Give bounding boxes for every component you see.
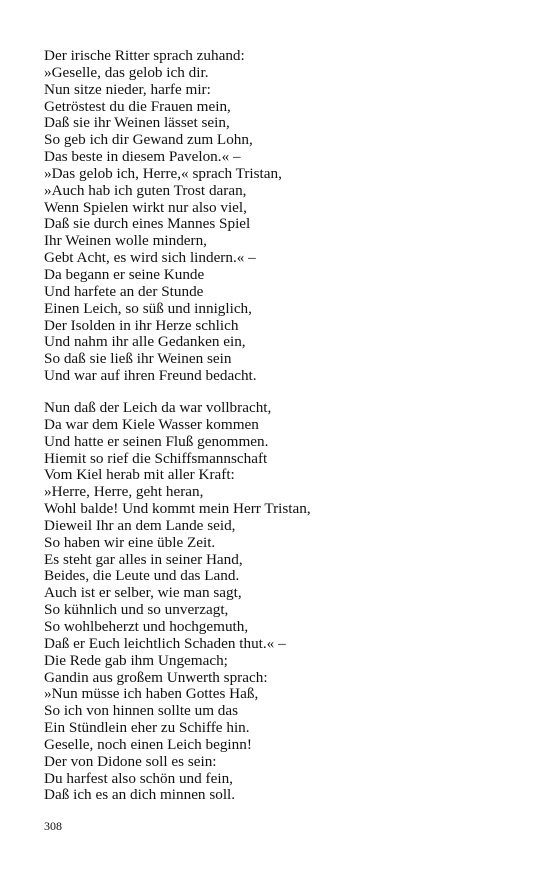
verse-line: So haben wir eine üble Zeit. — [44, 533, 216, 551]
verse-line: Da war dem Kiele Wasser kommen — [44, 415, 259, 433]
verse-line: »Herre, Herre, geht heran, — [44, 483, 204, 501]
verse-line: Daß ich es an dich minnen soll. — [44, 786, 236, 804]
verse-line: So geb ich dir Gewand zum Lohn, — [44, 131, 253, 149]
verse-line: Und hatte er seinen Fluß genommen. — [44, 432, 269, 450]
verse-line: Und war auf ihren Freund bedacht. — [44, 367, 257, 385]
stanza-1 — [44, 48, 524, 385]
verse-line: Beides, die Leute und das Land. — [44, 567, 240, 585]
verse-line: Einen Leich, so süß und inniglich, — [44, 299, 252, 317]
stanza-2 — [44, 400, 524, 804]
verse-line: Der Isolden in ihr Herze schlich — [44, 316, 239, 334]
verse-line: Daß sie ihr Weinen lässet sein, — [44, 114, 230, 132]
verse-line: Du harfest also schön und fein, — [44, 769, 233, 787]
verse-line: »Geselle, das gelob ich dir. — [44, 63, 209, 81]
verse-line: Gebt Acht, es wird sich lindern.« – — [44, 249, 256, 267]
verse-line: So daß sie ließ ihr Weinen sein — [44, 350, 232, 368]
verse-line: »Das gelob ich, Herre,« sprach Tristan, — [44, 164, 282, 182]
verse-line: Das beste in diesem Pavelon.« – — [44, 148, 241, 166]
verse-line: Und nahm ihr alle Gedanken ein, — [44, 333, 246, 351]
verse-line: Ihr Weinen wolle mindern, — [44, 232, 207, 250]
verse-line: Auch ist er selber, wie man sagt, — [44, 584, 242, 602]
verse-line: Nun sitze nieder, harfe mir: — [44, 80, 211, 98]
verse-line: So wohlbeherzt und hochgemuth, — [44, 617, 249, 635]
verse-line: Wenn Spielen wirkt nur also viel, — [44, 198, 247, 216]
page-number: 308 — [44, 819, 62, 833]
verse-line: Getröstest du die Frauen mein, — [44, 97, 231, 115]
verse-line: Vom Kiel herab mit aller Kraft: — [44, 466, 235, 484]
verse-line: Daß sie durch eines Mannes Spiel — [44, 215, 251, 233]
verse-line: »Nun müsse ich haben Gottes Haß, — [44, 685, 259, 703]
verse-line: Dieweil Ihr an dem Lande seid, — [44, 516, 236, 534]
verse-line: Geselle, noch einen Leich beginn! — [44, 735, 252, 753]
verse-line: Es steht gar alles in seiner Hand, — [44, 550, 243, 568]
verse-line: Der von Didone soll es sein: — [44, 752, 217, 770]
verse-line: Wohl balde! Und kommt mein Herr Tristan, — [44, 500, 311, 518]
verse-line: Daß er Euch leichtlich Schaden thut.« – — [44, 634, 286, 652]
verse-line: Nun daß der Leich da war vollbracht, — [44, 399, 272, 416]
verse-line: So kühnlich und so unverzagt, — [44, 601, 229, 619]
verse-line: »Auch hab ich guten Trost daran, — [44, 181, 247, 199]
verse-line: Da begann er seine Kunde — [44, 265, 205, 283]
verse-line: Gandin aus großem Unwerth sprach: — [44, 668, 268, 686]
verse-line: Hiemit so rief die Schiffsmannschaft — [44, 449, 268, 467]
verse-line: So ich von hinnen sollte um das — [44, 702, 239, 720]
verse-line: Der irische Ritter sprach zuhand: — [44, 47, 245, 64]
verse-line: Und harfete an der Stunde — [44, 282, 204, 300]
verse-line: Ein Stündlein eher zu Schiffe hin. — [44, 719, 250, 737]
verse-line: Die Rede gab ihm Ungemach; — [44, 651, 228, 669]
